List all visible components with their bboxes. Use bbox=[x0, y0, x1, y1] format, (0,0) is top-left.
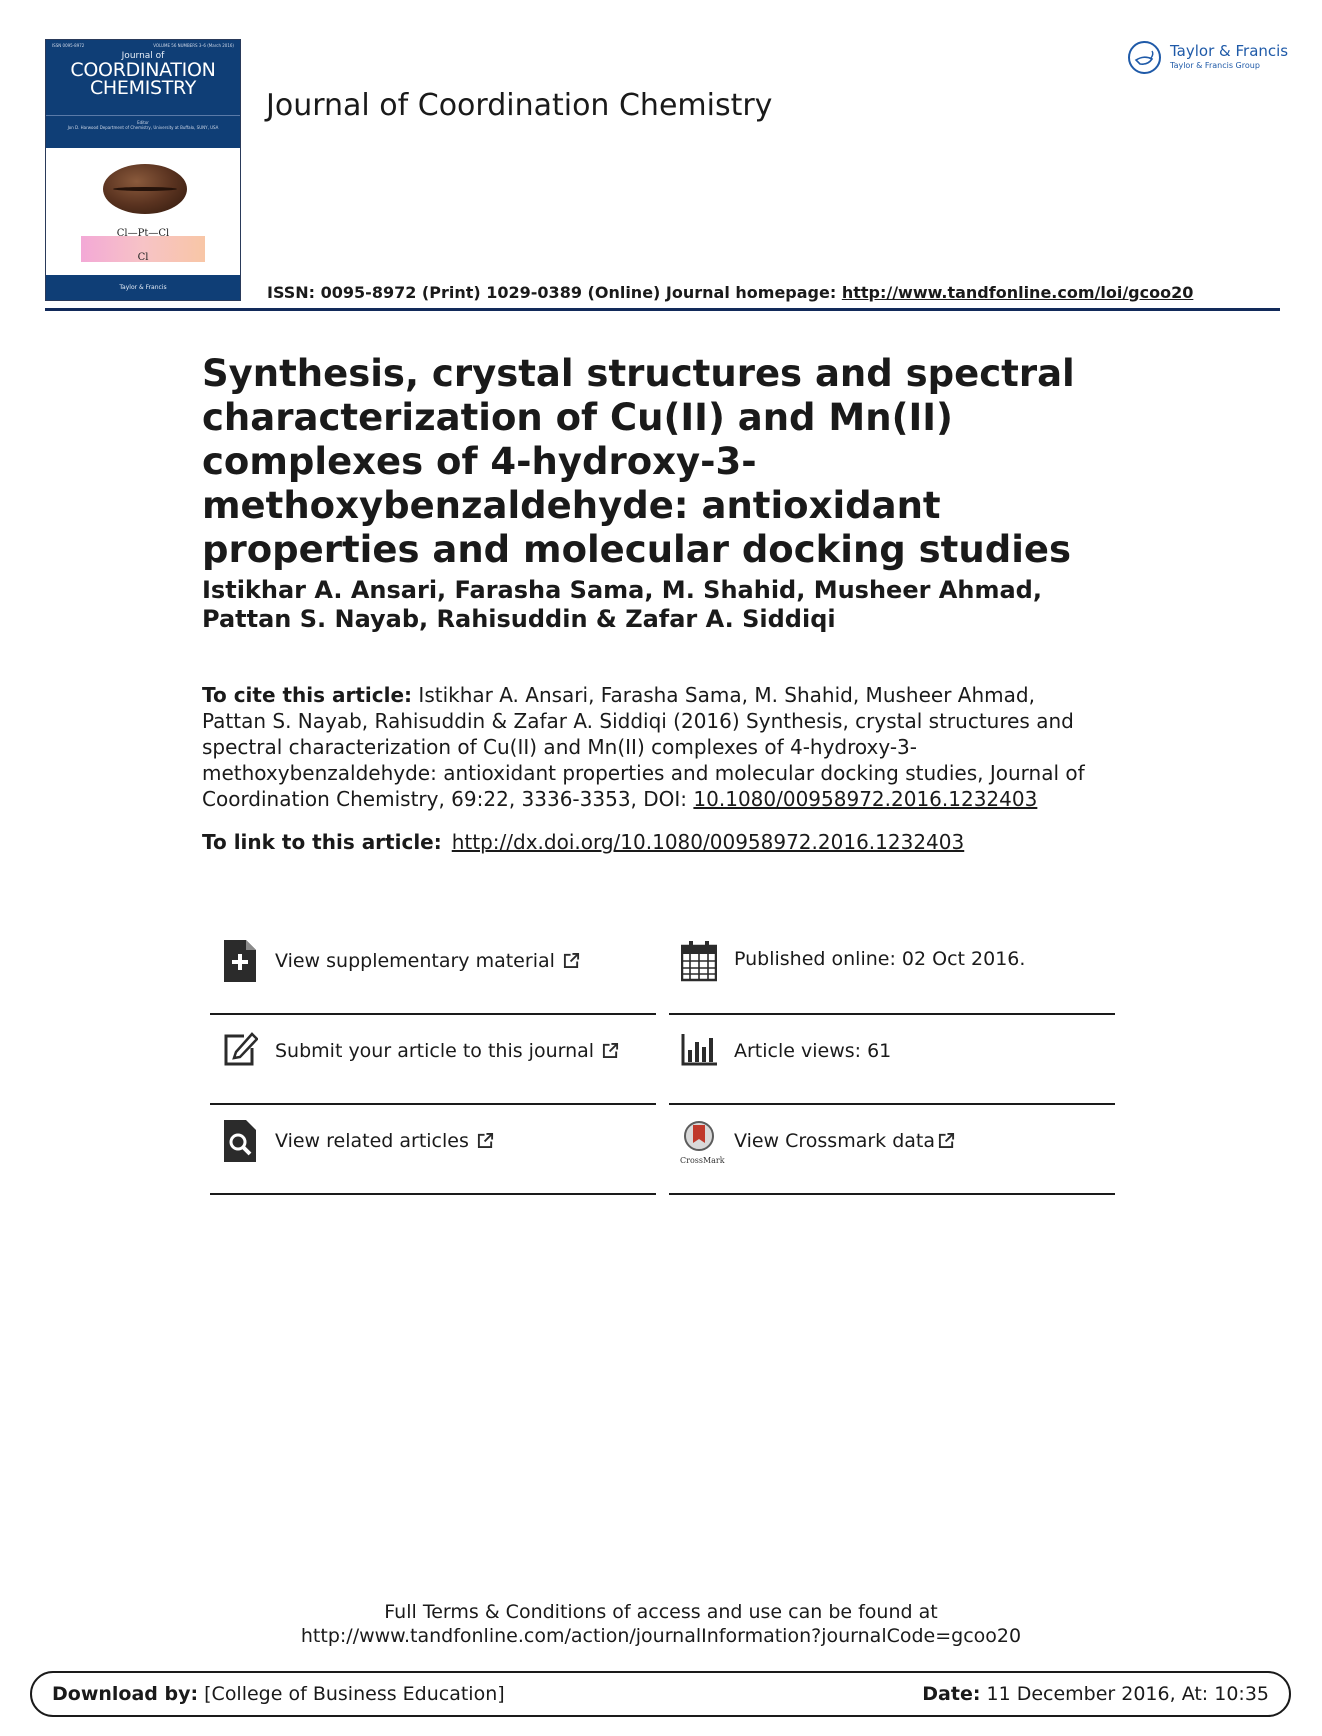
doi-link[interactable]: 10.1080/00958972.2016.1232403 bbox=[693, 787, 1038, 811]
related-label: View related articles bbox=[275, 1130, 469, 1152]
grid-divider bbox=[669, 1193, 1115, 1195]
cover-title-line2: CHEMISTRY bbox=[89, 77, 197, 99]
cover-formula-top: Cl—Pt—Cl bbox=[116, 228, 170, 239]
terms-notice bbox=[0, 1600, 1322, 1648]
file-plus-icon bbox=[222, 940, 258, 982]
download-date: Date: 11 December 2016, At: 10:35 bbox=[922, 1683, 1269, 1705]
cover-formula-bottom: Cl bbox=[137, 252, 149, 263]
grid-divider bbox=[210, 1013, 656, 1015]
external-link-icon bbox=[477, 1132, 494, 1149]
coffee-bean-image bbox=[103, 164, 187, 214]
edit-icon bbox=[222, 1030, 258, 1072]
article-doi-url[interactable]: http://dx.doi.org/10.1080/00958972.2016.1232403 bbox=[451, 830, 965, 854]
publisher-group: Taylor & Francis Group bbox=[1170, 61, 1260, 70]
terms-line-1: Full Terms & Conditions of access and use can be found at bbox=[384, 1601, 938, 1623]
journal-cover bbox=[45, 39, 241, 301]
calendar-icon bbox=[681, 940, 717, 982]
cite-text: Istikhar A. Ansari, Farasha Sama, M. Shahid, Musheer Ahmad, Pattan S. Nayab, Rahisuddin & Zafar A. Siddiqi (2016) Synthesis, crystal structures and spectral characterization of Cu(II) and Mn(II) complexes of 4-hydroxy-3-methoxybenzaldehyde: antioxidant properties and molecular docking studies, Journal of Coordination Chemistry, 69:22, 3336-3353, DOI: bbox=[202, 683, 1085, 811]
bar-chart-icon bbox=[681, 1030, 717, 1072]
cover-editor-name: Jon D. Harwood Department of Chemistry, University at Buffalo, SUNY, USA bbox=[67, 125, 219, 130]
publisher-logo bbox=[1128, 39, 1288, 79]
grid-divider bbox=[669, 1013, 1115, 1015]
grid-divider bbox=[210, 1193, 656, 1195]
cite-label: To cite this article: bbox=[202, 683, 413, 707]
external-link-icon bbox=[602, 1042, 619, 1059]
submit-label: Submit your article to this journal bbox=[275, 1040, 595, 1062]
issn-line bbox=[267, 283, 1193, 302]
article-title: Synthesis, crystal structures and spectral characterization of Cu(II) and Mn(II) complexes of 4-hydroxy-3-methoxybenzaldehyde: antioxidant properties and molecular docking studies bbox=[202, 352, 1075, 571]
supplementary-label: View supplementary material bbox=[275, 950, 555, 972]
issn-text: ISSN: 0095-8972 (Print) 1029-0389 (Online) Journal homepage: bbox=[267, 283, 842, 302]
published-date: Published online: 02 Oct 2016. bbox=[734, 948, 1026, 970]
tf-lamp-icon bbox=[1128, 41, 1161, 74]
journal-homepage-link[interactable]: http://www.tandfonline.com/loi/gcoo20 bbox=[841, 283, 1194, 302]
cover-issn: ISSN 0095-8972 bbox=[52, 43, 85, 48]
header-divider bbox=[45, 308, 1280, 311]
external-link-icon bbox=[938, 1132, 955, 1149]
citation bbox=[202, 682, 1092, 812]
views-count: Article views: 61 bbox=[734, 1040, 892, 1062]
search-document-icon bbox=[222, 1120, 258, 1162]
crossmark-label: View Crossmark data bbox=[734, 1130, 936, 1152]
article-authors: Istikhar A. Ansari, Farasha Sama, M. Shahid, Musheer Ahmad, Pattan S. Nayab, Rahisuddin & Zafar A. Siddiqi bbox=[202, 576, 1042, 633]
terms-url[interactable]: http://www.tandfonline.com/action/journalInformation?journalCode=gcoo20 bbox=[300, 1625, 1022, 1647]
cover-title-line1: COORDINATION bbox=[70, 59, 216, 81]
publisher-name: Taylor & Francis bbox=[1170, 42, 1289, 60]
grid-divider bbox=[210, 1103, 656, 1105]
cover-artwork bbox=[81, 148, 205, 263]
external-link-icon bbox=[563, 952, 580, 969]
crossmark-caption: CrossMark bbox=[680, 1156, 725, 1165]
cover-header bbox=[46, 40, 240, 115]
cover-editor bbox=[46, 115, 240, 148]
cover-editor-label: Editor bbox=[137, 120, 149, 125]
download-info-bar bbox=[30, 1671, 1291, 1717]
article-link-line bbox=[202, 830, 964, 854]
link-label: To link to this article: bbox=[202, 830, 442, 854]
cover-publisher: Taylor & Francis bbox=[46, 275, 240, 300]
cover-volume: VOLUME 56 NUMBERS 3–6 (March 2016) bbox=[153, 43, 234, 48]
cover-journal-of: Journal of bbox=[121, 51, 165, 61]
download-by: Download by: [College of Business Education] bbox=[52, 1683, 505, 1705]
journal-title: Journal of Coordination Chemistry bbox=[266, 88, 773, 123]
grid-divider bbox=[669, 1103, 1115, 1105]
